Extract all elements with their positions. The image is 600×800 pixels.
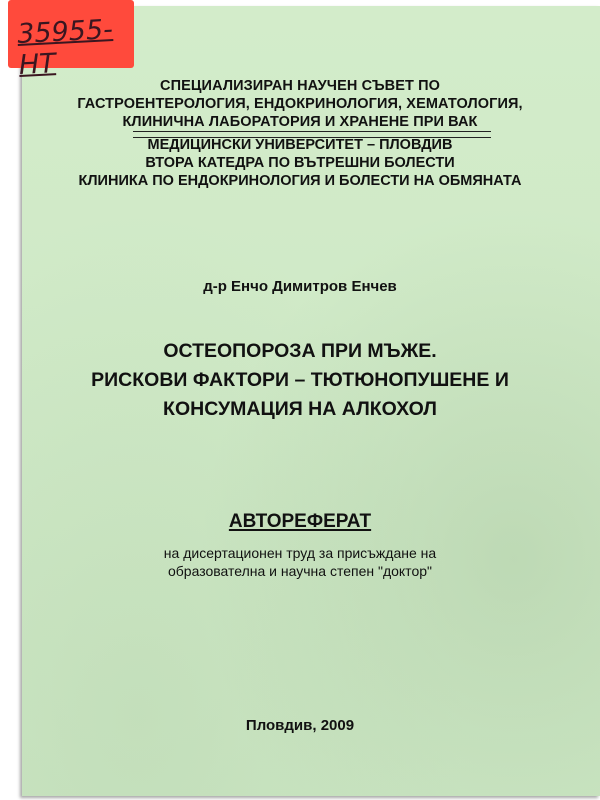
university-line: МЕДИЦИНСКИ УНИВЕРСИТЕТ – ПЛОВДИВ xyxy=(147,137,453,153)
abstract-description-line: на дисертационен труд за присъждане на xyxy=(163,545,437,561)
council-line: СПЕЦИАЛИЗИРАН НАУЧЕН СЪВЕТ ПО xyxy=(160,78,440,94)
scientific-council-heading xyxy=(0,77,600,131)
university-line: КЛИНИКА ПО ЕНДОКРИНОЛОГИЯ И БОЛЕСТИ НА ОБМЯНАТА xyxy=(78,173,522,189)
title-line: РИСКОВИ ФАКТОРИ – ТЮТЮНОПУШЕНЕ И xyxy=(91,369,509,391)
library-code-sticker xyxy=(8,0,134,81)
abstract-label: АВТОРЕФЕРАТ xyxy=(228,511,372,532)
place-and-year: Пловдив, 2009 xyxy=(245,717,355,734)
university-heading xyxy=(0,136,600,190)
university-line: ВТОРА КАТЕДРА ПО ВЪТРЕШНИ БОЛЕСТИ xyxy=(145,155,455,171)
title-line: ОСТЕОПОРОЗА ПРИ МЪЖЕ. xyxy=(163,340,437,362)
author-name: д-р Енчо Димитров Енчев xyxy=(203,278,397,295)
abstract-description-line: образователна и научна степен "доктор" xyxy=(168,563,432,579)
council-line: КЛИНИЧНА ЛАБОРАТОРИЯ И ХРАНЕНЕ ПРИ ВАК xyxy=(122,114,478,130)
library-code: 35955-НТ xyxy=(16,14,114,81)
title-line: КОНСУМАЦИЯ НА АЛКОХОЛ xyxy=(163,398,437,420)
abstract-description xyxy=(0,544,600,580)
dissertation-title xyxy=(0,337,600,424)
council-line: ГАСТРОЕНТЕРОЛОГИЯ, ЕНДОКРИНОЛОГИЯ, ХЕМАТОЛОГИЯ, xyxy=(77,96,523,112)
